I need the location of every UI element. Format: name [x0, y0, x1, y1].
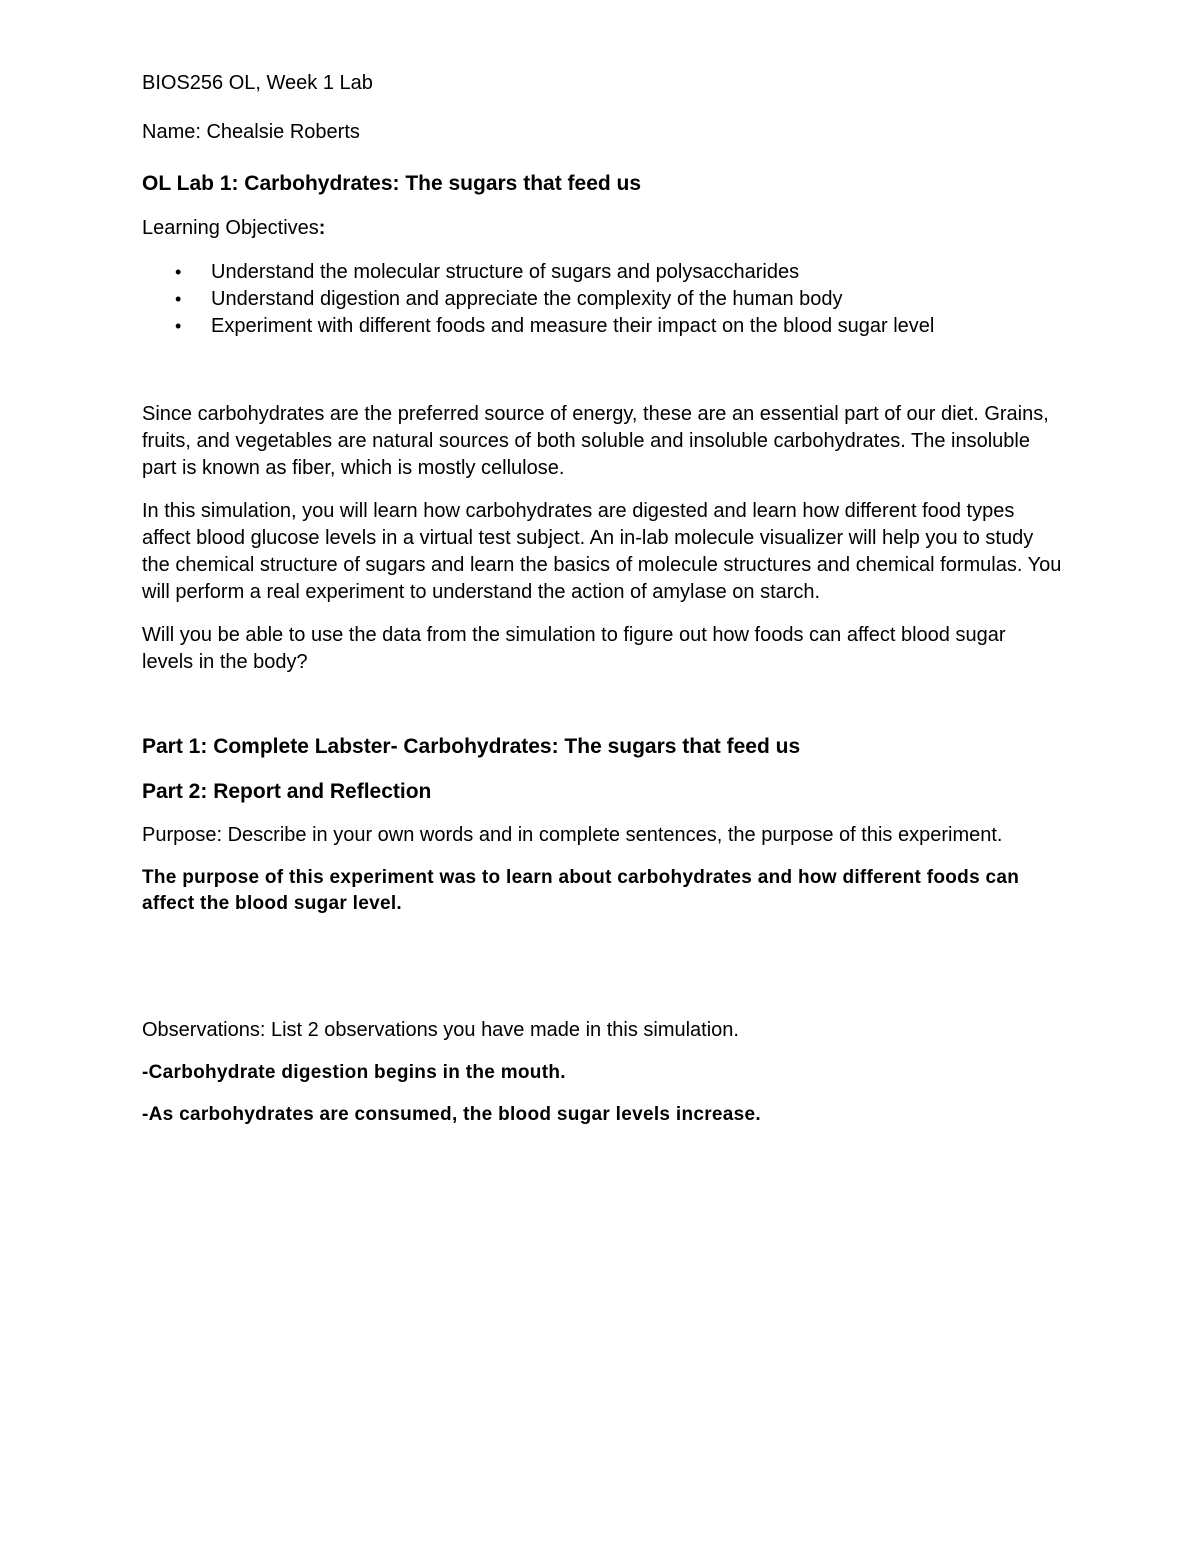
part-2-heading: Part 2: Report and Reflection [142, 780, 432, 803]
learning-objectives-label [142, 215, 1062, 242]
observations-prompt: Observations: List 2 observations you have made in this simulation. [142, 1019, 739, 1041]
intro-question: Will you be able to use the data from the simulation to figure out how foods can affect blood sugar levels in the body? [142, 624, 1006, 673]
objective-item [142, 259, 1062, 286]
observation-item: -As carbohydrates are consumed, the blood sugar levels increase. [142, 1104, 761, 1125]
objective-item [142, 313, 1062, 340]
bullet-icon: • [175, 316, 182, 336]
intro-paragraph: In this simulation, you will learn how carbohydrates are digested and learn how different food types affect blood glucose levels in a virtual test subject. An in-lab molecule visualizer will help you to study the chemical structure of sugars and learn the basics of molecule structures and chemical formulas. You will perform a real experiment to understand the action of amylase on starch. [142, 500, 1062, 603]
document-page [142, 70, 1062, 1128]
objective-text: Experiment with different foods and measure their impact on the blood sugar level [211, 315, 935, 337]
bullet-icon: • [175, 262, 182, 282]
purpose-answer: The purpose of this experiment was to learn about carbohydrates and how different foods can affect the blood sugar level. [142, 867, 1020, 914]
objective-text: Understand the molecular structure of sugars and polysaccharides [211, 261, 800, 283]
learning-objectives-colon: : [318, 217, 326, 239]
objective-item [142, 286, 1062, 313]
bullet-icon: • [175, 289, 182, 309]
observation-item: -Carbohydrate digestion begins in the mouth. [142, 1062, 566, 1083]
lab-title: OL Lab 1: Carbohydrates: The sugars that feed us [142, 172, 642, 195]
purpose-prompt: Purpose: Describe in your own words and in complete sentences, the purpose of this experiment. [142, 824, 1003, 846]
intro-paragraph: Since carbohydrates are the preferred source of energy, these are an essential part of our diet. Grains, fruits, and vegetables are natural sources of both soluble and insoluble carbohydrates. The insoluble part is known as fiber, which is mostly cellulose. [142, 403, 1049, 479]
learning-objectives-text: Learning Objectives [142, 217, 319, 239]
learning-objectives-list [142, 259, 1062, 340]
course-title: BIOS256 OL, Week 1 Lab [142, 72, 373, 94]
objective-text: Understand digestion and appreciate the complexity of the human body [211, 288, 843, 310]
student-name: Name: Chealsie Roberts [142, 121, 360, 143]
part-1-heading: Part 1: Complete Labster- Carbohydrates: The sugars that feed us [142, 735, 801, 758]
